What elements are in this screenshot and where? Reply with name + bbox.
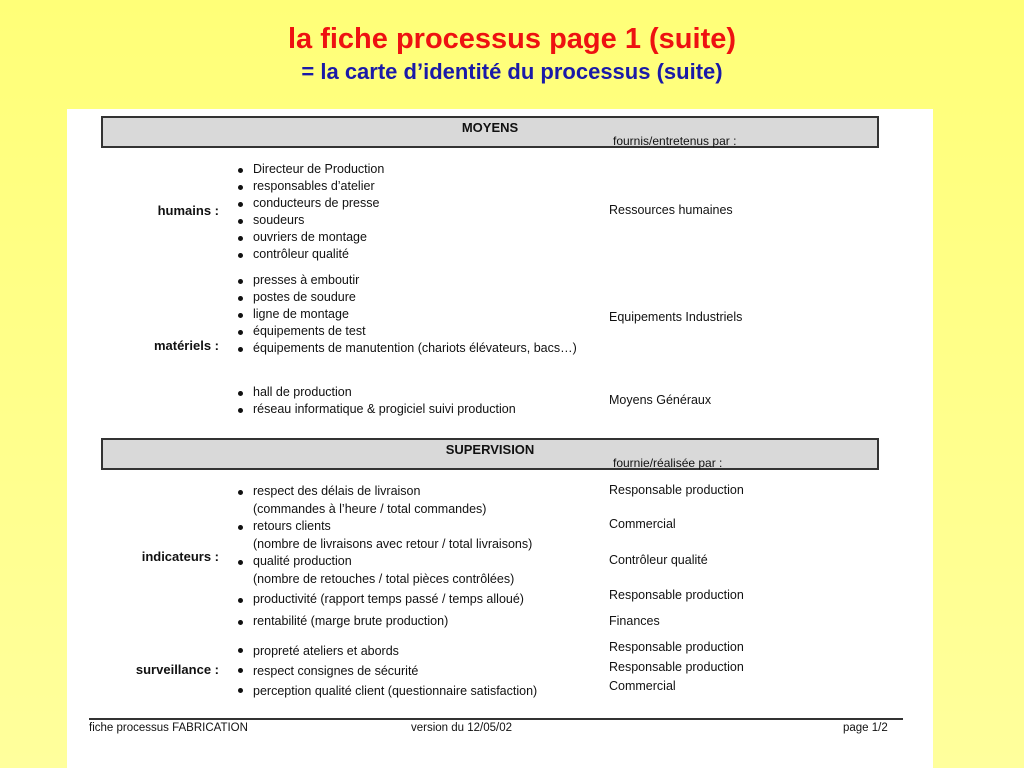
- indicator-text: respect des délais de livraison: [253, 484, 421, 498]
- list-item: propreté ateliers et abords: [235, 641, 605, 661]
- footer-center: version du 12/05/02: [411, 722, 513, 734]
- surveillance-provider: Commercial: [609, 679, 676, 693]
- indicateurs-label: indicateurs :: [141, 549, 219, 564]
- slide-subtitle: = la carte d’identité du processus (suite): [301, 59, 723, 84]
- indicator-text: productivité (rapport temps passé / temps alloué): [253, 592, 524, 606]
- list-item: équipements de test: [235, 323, 580, 340]
- list-item: responsables d’atelier: [235, 178, 575, 195]
- materiels-provider: Equipements Industriels: [609, 310, 743, 324]
- surveillance-provider: Responsable production: [609, 640, 744, 654]
- indicateurs-provider: Finances: [609, 614, 660, 628]
- indicateurs-provider: Responsable production: [609, 483, 744, 497]
- footer-left: fiche processus FABRICATION: [89, 722, 248, 734]
- list-item: soudeurs: [235, 212, 575, 229]
- list-item: [235, 483, 595, 518]
- list-item: ouvriers de montage: [235, 229, 575, 246]
- moyens-subheader: fournis/entretenus par :: [613, 134, 737, 148]
- footer-divider: [89, 718, 903, 720]
- indicateurs-provider: Responsable production: [609, 588, 744, 602]
- supervision-header: SUPERVISION: [445, 442, 535, 457]
- list-item: conducteurs de presse: [235, 195, 575, 212]
- supervision-subheader: fournie/réalisée par :: [613, 456, 723, 470]
- slide-title: la fiche processus page 1 (suite): [287, 23, 737, 55]
- list-item: hall de production: [235, 384, 595, 401]
- list-item: réseau informatique & progiciel suivi production: [235, 401, 595, 418]
- list-item: perception qualité client (questionnaire satisfaction): [235, 681, 605, 701]
- humains-provider: Ressources humaines: [609, 203, 733, 217]
- list-item: [235, 553, 595, 588]
- list-item: [235, 518, 595, 553]
- list-item: presses à emboutir: [235, 272, 580, 289]
- list-item: [235, 591, 595, 609]
- list-item: [235, 613, 595, 631]
- indicator-detail: (commandes à l’heure / total commandes): [253, 501, 487, 516]
- humains-label: humains :: [157, 203, 219, 218]
- indicateurs-provider: Contrôleur qualité: [609, 553, 708, 567]
- indicator-detail: (nombre de livraisons avec retour / total livraisons): [253, 536, 533, 551]
- materiels-label: matériels :: [153, 338, 219, 353]
- materiels-provider-2: Moyens Généraux: [609, 393, 712, 407]
- surveillance-label: surveillance :: [135, 662, 219, 677]
- surveillance-provider: Responsable production: [609, 660, 744, 674]
- list-item: contrôleur qualité: [235, 246, 575, 263]
- list-item: respect consignes de sécurité: [235, 661, 605, 681]
- indicator-text: retours clients: [253, 519, 331, 533]
- indicateurs-provider: Commercial: [609, 517, 676, 531]
- indicator-detail: (nombre de retouches / total pièces contrôlées): [253, 571, 515, 586]
- list-item: Directeur de Production: [235, 161, 575, 178]
- list-item: ligne de montage: [235, 306, 580, 323]
- list-item: équipements de manutention (chariots élévateurs, bacs…): [235, 340, 580, 357]
- list-item: postes de soudure: [235, 289, 580, 306]
- materiels-list: [235, 272, 580, 357]
- supervision-header-band: [101, 438, 879, 470]
- humains-list: [235, 161, 575, 263]
- moyens-header-band: [101, 116, 879, 148]
- moyens-header: MOYENS: [461, 120, 519, 135]
- footer-right: page 1/2: [843, 722, 888, 734]
- indicateurs-list: [235, 483, 595, 630]
- materiels-list-2: [235, 384, 595, 418]
- indicator-text: rentabilité (marge brute production): [253, 613, 449, 628]
- slide-header: [0, 22, 1024, 86]
- process-sheet: [67, 109, 933, 768]
- indicator-text: qualité production: [253, 554, 352, 568]
- surveillance-list: [235, 641, 605, 701]
